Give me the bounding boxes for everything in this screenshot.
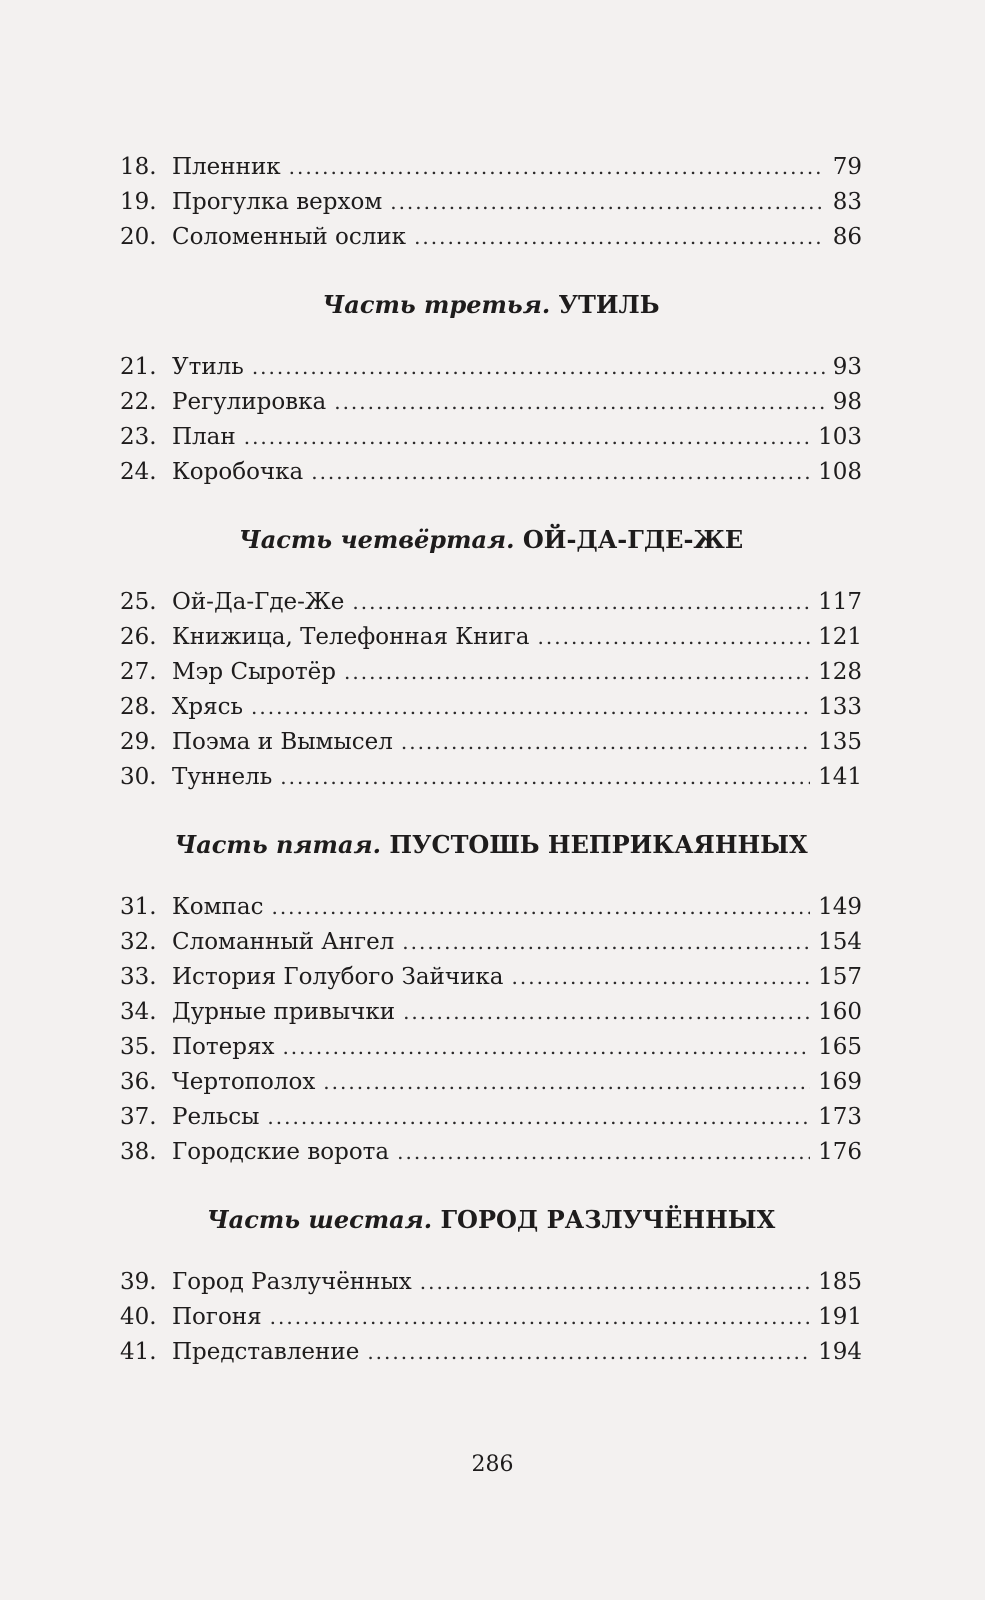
part-title: ОЙ-ДА-ГДЕ-ЖЕ xyxy=(522,525,744,554)
entry-page: 165 xyxy=(818,1034,862,1060)
toc-entry xyxy=(120,1335,862,1370)
entry-title: Компас xyxy=(172,894,264,920)
dot-leader xyxy=(403,995,810,1030)
dot-leader xyxy=(251,690,810,725)
entry-title: Туннель xyxy=(172,764,273,790)
entry-page: 141 xyxy=(818,764,862,790)
entry-number: 31. xyxy=(120,894,157,920)
entry-page: 157 xyxy=(818,964,862,990)
part-label: Часть шестая. xyxy=(206,1205,433,1234)
dot-leader xyxy=(538,620,811,655)
dot-leader xyxy=(334,385,825,420)
toc-entry xyxy=(120,1100,862,1135)
part-heading xyxy=(120,515,862,565)
dot-leader xyxy=(402,925,810,960)
entry-title: Хрясь xyxy=(172,694,244,720)
entry-number: 41. xyxy=(120,1339,157,1365)
entry-page: 79 xyxy=(832,154,862,180)
part-label: Часть третья. xyxy=(322,290,551,319)
toc-entry xyxy=(120,655,862,690)
entry-number: 37. xyxy=(120,1104,157,1130)
entry-number: 19. xyxy=(120,189,157,215)
entry-number: 27. xyxy=(120,659,157,685)
toc-entry xyxy=(120,350,862,385)
entry-title: Чертополох xyxy=(172,1069,316,1095)
toc-group-part-three xyxy=(120,255,862,490)
dot-leader xyxy=(311,455,810,490)
entry-title: Рельсы xyxy=(172,1104,260,1130)
toc-entry xyxy=(120,690,862,725)
entry-title: Сломанный Ангел xyxy=(172,929,395,955)
entry-title: План xyxy=(172,424,236,450)
entry-title: Мэр Сыротёр xyxy=(172,659,336,685)
dot-leader xyxy=(323,1065,810,1100)
toc-entry xyxy=(120,1065,862,1100)
entry-page: 169 xyxy=(818,1069,862,1095)
part-label: Часть пятая. xyxy=(174,830,381,859)
entry-page: 135 xyxy=(818,729,862,755)
page-number: 286 xyxy=(471,1452,514,1477)
part-heading xyxy=(120,1195,862,1245)
dot-leader xyxy=(252,350,825,385)
entry-number: 28. xyxy=(120,694,157,720)
entry-number: 26. xyxy=(120,624,157,650)
toc-entry xyxy=(120,150,862,185)
toc-entry xyxy=(120,890,862,925)
entry-title: Соломенный ослик xyxy=(172,224,407,250)
entry-number: 23. xyxy=(120,424,157,450)
toc-entry xyxy=(120,385,862,420)
entry-page: 191 xyxy=(818,1304,862,1330)
entry-page: 149 xyxy=(818,894,862,920)
entry-title: Поэма и Вымысел xyxy=(172,729,393,755)
toc-entry xyxy=(120,455,862,490)
entry-title: Погоня xyxy=(172,1304,262,1330)
part-title: УТИЛЬ xyxy=(558,290,660,319)
toc-group-part-four xyxy=(120,490,862,795)
entry-page: 160 xyxy=(818,999,862,1025)
toc-entry xyxy=(120,585,862,620)
toc-group-part-six xyxy=(120,1170,862,1370)
toc-entry xyxy=(120,220,862,255)
toc-entry xyxy=(120,925,862,960)
toc-entry xyxy=(120,960,862,995)
entry-number: 18. xyxy=(120,154,157,180)
entry-number: 34. xyxy=(120,999,157,1025)
entry-title: Регулировка xyxy=(172,389,327,415)
dot-leader xyxy=(401,725,810,760)
entry-page: 98 xyxy=(832,389,862,415)
entry-title: Книжица, Телефонная Книга xyxy=(172,624,530,650)
dot-leader xyxy=(270,1300,810,1335)
dot-leader xyxy=(244,420,810,455)
entry-title: Потерях xyxy=(172,1034,275,1060)
toc-entry xyxy=(120,760,862,795)
toc-entry xyxy=(120,1135,862,1170)
entry-page: 128 xyxy=(818,659,862,685)
toc-entry xyxy=(120,1030,862,1065)
entry-page: 103 xyxy=(818,424,862,450)
entry-page: 117 xyxy=(818,589,862,615)
dot-leader xyxy=(397,1135,810,1170)
dot-leader xyxy=(282,1030,810,1065)
entry-number: 24. xyxy=(120,459,157,485)
dot-leader xyxy=(271,890,810,925)
entry-title: Дурные привычки xyxy=(172,999,396,1025)
entry-page: 194 xyxy=(818,1339,862,1365)
part-title: ГОРОД РАЗЛУЧЁННЫХ xyxy=(440,1205,776,1234)
entry-title: Утиль xyxy=(172,354,244,380)
entry-title: Город Разлучённых xyxy=(172,1269,412,1295)
toc-entry xyxy=(120,995,862,1030)
entry-page: 108 xyxy=(818,459,862,485)
entry-number: 36. xyxy=(120,1069,157,1095)
entry-number: 29. xyxy=(120,729,157,755)
entry-page: 83 xyxy=(832,189,862,215)
toc-entry xyxy=(120,1300,862,1335)
part-title: ПУСТОШЬ НЕПРИКАЯННЫХ xyxy=(389,830,808,859)
entry-page: 121 xyxy=(818,624,862,650)
entry-page: 86 xyxy=(832,224,862,250)
entry-title: Прогулка верхом xyxy=(172,189,383,215)
dot-leader xyxy=(280,760,810,795)
dot-leader xyxy=(512,960,811,995)
toc-entry xyxy=(120,620,862,655)
entry-page: 185 xyxy=(818,1269,862,1295)
entry-page: 173 xyxy=(818,1104,862,1130)
entry-number: 40. xyxy=(120,1304,157,1330)
dot-leader xyxy=(344,655,810,690)
part-heading xyxy=(120,280,862,330)
entry-number: 39. xyxy=(120,1269,157,1295)
part-heading xyxy=(120,820,862,870)
toc-group-continuation xyxy=(120,150,862,255)
entry-number: 25. xyxy=(120,589,157,615)
toc-entry xyxy=(120,725,862,760)
toc-entry xyxy=(120,420,862,455)
entry-title: История Голубого Зайчика xyxy=(172,964,504,990)
entry-page: 93 xyxy=(832,354,862,380)
entry-page: 176 xyxy=(818,1139,862,1165)
entry-page: 154 xyxy=(818,929,862,955)
dot-leader xyxy=(414,220,825,255)
toc-entry xyxy=(120,185,862,220)
entry-number: 38. xyxy=(120,1139,157,1165)
dot-leader xyxy=(367,1335,810,1370)
toc-entry xyxy=(120,1265,862,1300)
entry-number: 30. xyxy=(120,764,157,790)
entry-title: Пленник xyxy=(172,154,281,180)
entry-title: Представление xyxy=(172,1339,360,1365)
entry-title: Ой-Да-Где-Же xyxy=(172,589,345,615)
dot-leader xyxy=(352,585,810,620)
entry-number: 22. xyxy=(120,389,157,415)
entry-title: Коробочка xyxy=(172,459,304,485)
entry-number: 21. xyxy=(120,354,157,380)
table-of-contents xyxy=(120,150,862,1370)
dot-leader xyxy=(267,1100,810,1135)
toc-group-part-five xyxy=(120,795,862,1170)
entry-page: 133 xyxy=(818,694,862,720)
part-label: Часть четвёртая. xyxy=(238,525,515,554)
entry-number: 35. xyxy=(120,1034,157,1060)
entry-number: 32. xyxy=(120,929,157,955)
entry-title: Городские ворота xyxy=(172,1139,390,1165)
dot-leader xyxy=(390,185,825,220)
dot-leader xyxy=(420,1265,810,1300)
dot-leader xyxy=(289,150,825,185)
entry-number: 20. xyxy=(120,224,157,250)
entry-number: 33. xyxy=(120,964,157,990)
